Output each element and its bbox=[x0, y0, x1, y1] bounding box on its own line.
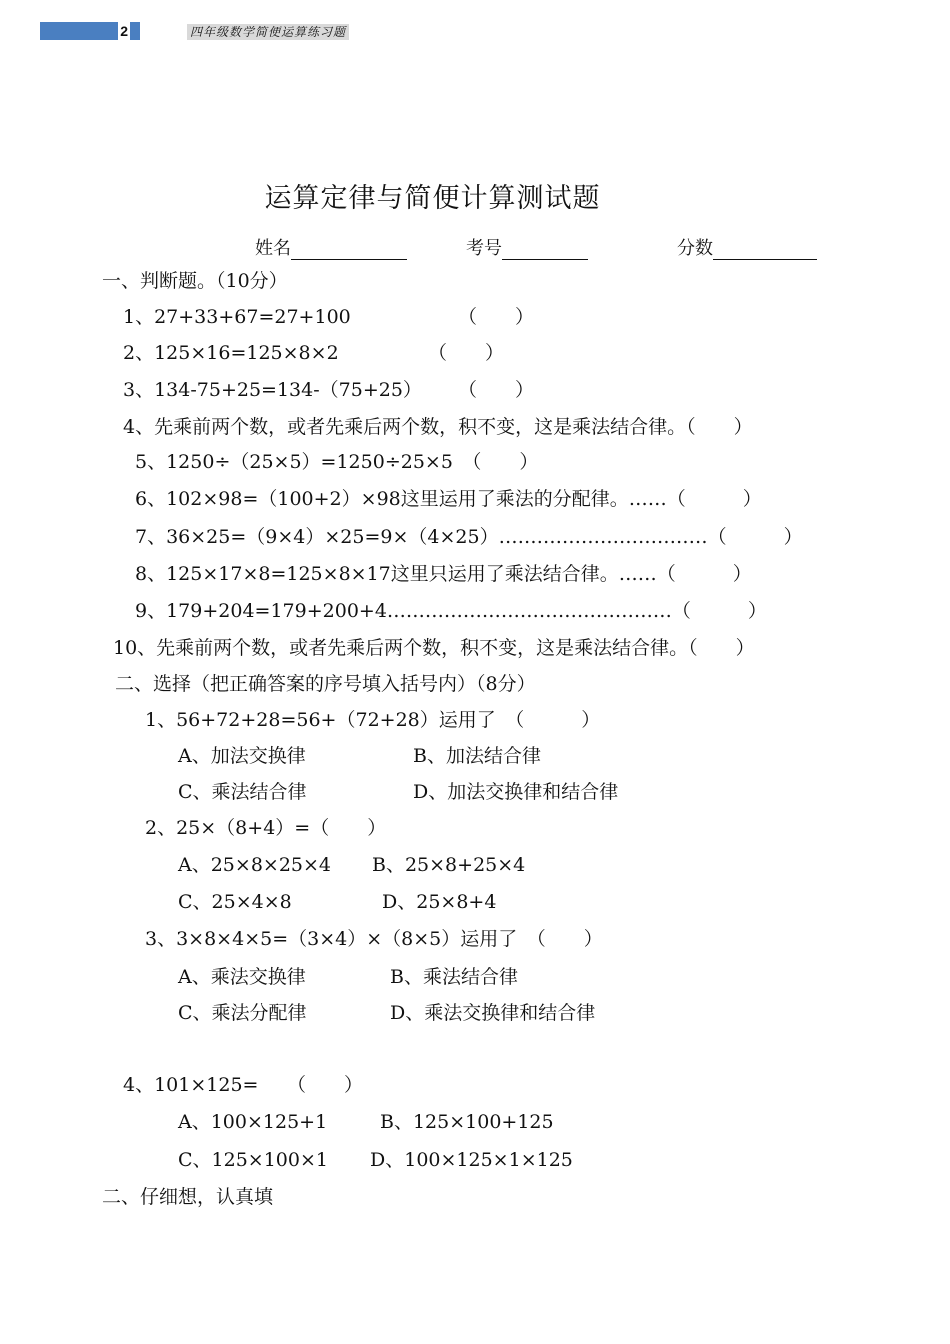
list-item: 2、125×16=125×8×2 bbox=[123, 342, 339, 364]
name-label: 姓名 bbox=[255, 238, 291, 259]
section-heading-fill: 二、仔细想，认真填 bbox=[102, 1186, 274, 1208]
option-a: A、乘法交换律 bbox=[178, 966, 306, 988]
option-c: C、25×4×8 bbox=[178, 891, 292, 913]
option-a: A、100×125+1 bbox=[178, 1111, 328, 1133]
header-bar bbox=[40, 22, 140, 40]
option-d: D、加法交换律和结合律 bbox=[413, 781, 619, 803]
option-b: B、25×8+25×4 bbox=[372, 854, 526, 876]
list-item: 1、27+33+67=27+100 bbox=[123, 306, 351, 328]
answer-paren[interactable]: （ ） bbox=[458, 379, 535, 401]
list-item: 9、179+204=179+200+4………………………………………（ ） bbox=[135, 600, 767, 622]
option-d: D、25×8+4 bbox=[382, 891, 497, 913]
question-stem: 3、3×8×4×5=（3×4）×（8×5）运用了 （ ） bbox=[145, 928, 603, 950]
header-title: 四年级数学简便运算练习题 bbox=[187, 24, 349, 40]
option-a: A、加法交换律 bbox=[178, 745, 306, 767]
question-stem: 4、101×125= （ ） bbox=[123, 1074, 363, 1096]
list-item: 3、134-75+25=134-（75+25） bbox=[123, 379, 422, 401]
name-blank[interactable] bbox=[291, 239, 407, 260]
list-item: 4、先乘前两个数，或者先乘后两个数，积不变，这是乘法结合律。（ ） bbox=[123, 416, 753, 438]
exam-no-field[interactable] bbox=[466, 234, 588, 260]
list-item: 5、1250÷（25×5）=1250÷25×5 （ ） bbox=[135, 451, 539, 473]
question-stem: 2、25×（8+4）=（ ） bbox=[145, 817, 387, 839]
option-a: A、25×8×25×4 bbox=[178, 854, 332, 876]
option-b: B、加法结合律 bbox=[413, 745, 541, 767]
option-c: C、125×100×1 bbox=[178, 1149, 328, 1171]
option-c: C、乘法结合律 bbox=[178, 781, 307, 803]
section-heading-judgement: 一、判断题。（10分） bbox=[102, 270, 288, 292]
answer-paren[interactable]: （ ） bbox=[458, 306, 535, 328]
page-number: 2 bbox=[120, 23, 128, 39]
name-field[interactable] bbox=[255, 234, 407, 260]
option-c: C、乘法分配律 bbox=[178, 1002, 307, 1024]
option-b: B、乘法结合律 bbox=[390, 966, 518, 988]
list-item: 8、125×17×8=125×8×17这里只运用了乘法结合律。……（ ） bbox=[135, 563, 752, 585]
question-stem: 1、56+72+28=56+（72+28）运用了 （ ） bbox=[145, 709, 601, 731]
score-blank[interactable] bbox=[713, 239, 817, 260]
exam-no-label: 考号 bbox=[466, 238, 502, 259]
list-item: 7、36×25=（9×4）×25=9×（4×25）……………………………（ ） bbox=[135, 526, 803, 548]
list-item: 10、先乘前两个数，或者先乘后两个数，积不变，这是乘法结合律。（ ） bbox=[113, 637, 755, 659]
page-title: 运算定律与简便计算测试题 bbox=[264, 183, 601, 214]
list-item: 6、102×98=（100+2）×98这里运用了乘法的分配律。……（ ） bbox=[135, 488, 762, 510]
option-b: B、125×100+125 bbox=[380, 1111, 554, 1133]
exam-no-blank[interactable] bbox=[502, 239, 588, 260]
score-field[interactable] bbox=[677, 234, 817, 260]
option-d: D、乘法交换律和结合律 bbox=[390, 1002, 596, 1024]
score-label: 分数 bbox=[677, 238, 713, 259]
option-d: D、100×125×1×125 bbox=[370, 1149, 573, 1171]
section-heading-choice: 二、选择（把正确答案的序号填入括号内）（8分） bbox=[115, 673, 536, 695]
answer-paren[interactable]: （ ） bbox=[428, 342, 505, 364]
